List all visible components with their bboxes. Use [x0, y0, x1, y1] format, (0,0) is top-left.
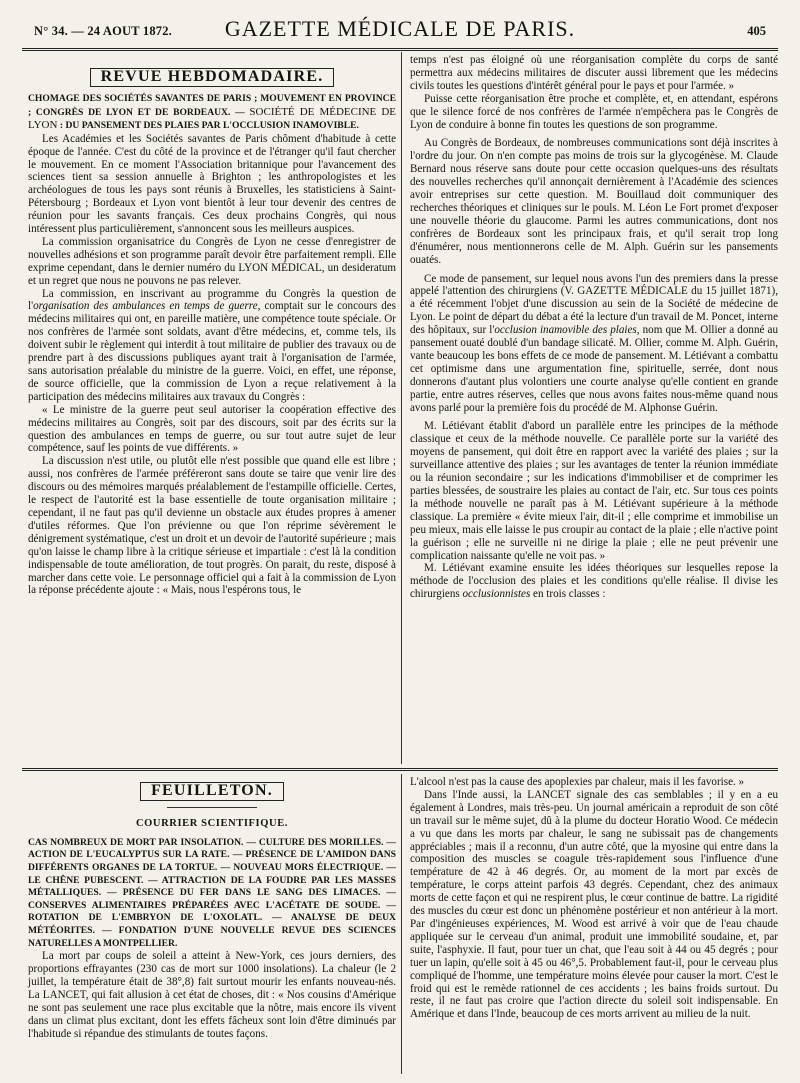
- feuilleton-heading: FEUILLETON.: [140, 782, 284, 801]
- page-number: 405: [747, 24, 766, 38]
- revue-summary: CHOMAGE DES SOCIÉTÉS SAVANTES DE PARIS ; MOUVEMENT EN PROVINCE ; CONGRÈS DE LYON ET DE BORDEAUX. — SOCIÉTÉ DE MÉDECINE DE LYON : DU PANSEMENT DES PLAIES PAR L'OCCLUSION INAMOVIBLE.: [28, 92, 397, 132]
- feuilleton-column-left: [28, 776, 396, 1041]
- revue-paragraph: Les Académies et les Sociétés savantes de Paris chôment d'habitude à cette époque de l'année. C'est du côté de la province et de l'étranger qu'il faut chercher le mouvement. En ce moment l'Association britannique pour l'avancement des sciences tient sa session annuelle à Brighton ; les anthropologistes et les archéologues de tous les pays sont réunis à Bruxelles, les statisticiens à Saint-Pétersbourg ; Bordeaux et Lyon vont bientôt à leur tour devenir des centres de réunion pour les savants français. Ces deux prochains Congrès, qui nous intéressent plus particulièrement, s'annoncent sous les meilleurs auspices.: [28, 132, 396, 236]
- revue-paragraph: M. Létiévant établit d'abord un parallèle entre les principes de la méthode classique et ceux de la méthode nouvelle. Ce parallèle porte sur la variété des moyens de pansement, qui doit être en rapport avec la variété des plaies ; sur la surveillance attentive des plaies ; sur les avantages de tenter la réunion immédiate ou la réunion secondaire ; sur les indications d'immobiliser et de comprimer les parties blessées, de soustraire les plaies au contact de l'air, etc. Sur tous ces points la méthode nouvelle ne paraît pas à M. Létiévant supérieure à la méthode classique. La première « évite mieux l'air, dit-il ; elle comprime et immobilise un peu mieux, mais elle laisse le pus croupir au contact de la plaie ; elle n'active point la guérison ; elle ne surveille ni ne dirige la plaie ; elle ne peut prévenir une complication naissante qu'elle ne voit pas. »: [410, 420, 778, 562]
- column-divider: [401, 774, 402, 1074]
- revue-paragraph: Au Congrès de Bordeaux, de nombreuses communications sont déjà inscrites à l'ordre du jour. On n'en compte pas moins de trois sur la glycogénèse. M. Claude Bernard nous réserve sans doute pour cette occasion quelques-uns des résultats des nouvelles recherches qu'il annonçait dernièrement à l'Académie des sciences avoir entreprises sur cette question. M. Bouillaud doit communiquer des recherches théoriques et cliniques sur le pouls. M. Léon Le Fort promet d'exposer une nouvelle théorie du glaucome. Parmi les autres communications, dont nos confrères de Bordeaux sont les principaux frais, et qu'il serait trop long d'énumérer, nous mentionnerons celle de M. Alph. Guérin sur les pansements ouatés.: [410, 137, 778, 266]
- revue-paragraph: temps n'est pas éloigné où une réorganisation complète du corps de santé permettra aux médecins militaires de discuter aussi librement que les médecins civils toutes les questions d'intérêt général pour le pays et pour l'armée. »: [410, 54, 778, 92]
- revue-column-left: [28, 54, 396, 597]
- newspaper-title: GAZETTE MÉDICALE DE PARIS.: [224, 16, 576, 41]
- feuilleton-summary: CAS NOMBREUX DE MORT PAR INSOLATION. — CULTURE DES MORILLES. — ACTION DE L'EUCALYPTUS SUR LA RATE. — PRÉSENCE DE L'AMIDON DANS DIFFÉRENTS ORGANES DE LA TORTUE. — NOUVEAU MORS ÉLECTRIQUE. — LE CHÊNE PUBESCENT. — ATTRACTION DE LA FOUDRE PAR LES MASSES MÉTALLIQUES. — PRÉSENCE DU FER DANS LE SANG DES LIMACES. — CONSERVES ALIMENTAIRES PRÉPARÉES AVEC L'ACÉTATE DE SOUDE. — ROTATION DE L'EMBRYON DE L'OXOLATL. — ANALYSE DE DEUX MÉTÉORITES. — FONDATION D'UNE NOUVELLE REVUE DES SCIENCES NATURELLES A MONTPELLIER.: [28, 836, 396, 949]
- feuilleton-heading-box: [28, 782, 396, 801]
- masthead-rule: [22, 48, 778, 51]
- revue-paragraph: M. Létiévant examine ensuite les idées théoriques sur lesquelles repose la méthode de l'occlusion des plaies et les conditions qu'elle réalise. Il divise les chirurgiens occlusionnistes en trois classes :: [410, 562, 778, 601]
- feuilleton-paragraph: L'alcool n'est pas la cause des apoplexies par chaleur, mais il les favorise. »: [410, 776, 745, 788]
- revue-paragraph: Puisse cette réorganisation être proche et complète, et, en attendant, espérons que le silence forcé de nos confrères de l'armée n'empêchera pas le Congrès de Lyon de conduire à bonne fin toutes les questions de son programme.: [410, 92, 778, 131]
- feuilleton-paragraph: Dans l'Inde aussi, la LANCET signale des cas semblables ; il y en a eu également à Londres, mais très-peu. Un journal américain a reproduit de son côté un travail sur le même sujet, dû à la plume du docteur Horatio Wood. Ce médecin a vu que dans les morts par chaleur, le sang ne subissait pas de changements appréciables ; mais il a reconnu, d'un autre côté, que la myosine qui entre dans la composition des muscles se coagule très-rapidement sous l'influence d'une température de 42 à 46 degrés. Or, au moment de la mort par excès de température, le corps atteint parfois 43 degrés. Cependant, chez des animaux morts de cette façon et qui ne respirent plus, le cœur continue de battre. La rigidité des muscles du cœur est donc un phénomène postérieur et non antérieur à la mort. Par d'ingénieuses expériences, M. Wood est arrivé à voir que de l'eau chaude appliquée sur le cerveau d'un animal, produit une immobilité soudaine, et, par suite, l'asphyxie. Il faut, pour tuer un chat, que l'eau soit à 44 ou 45 degrés ; pour tuer un lapin, qu'elle soit à 45 ou 46°,5. Probablement faut-il, pour le cerveau plus compliqué de l'homme, une température moins élevée pour causer la mort. C'est le froid qui est le remède rationnel de ces accidents ; les bains froids surtout. Du reste, il ne faut pas croire que l'action directe du soleil soit indispensable. En Amérique et dans l'Inde, beaucoup de ces morts arrivent au milieu de la nuit.: [410, 788, 778, 1021]
- feuilleton-subheading: COURRIER SCIENTIFIQUE.: [135, 817, 289, 829]
- revue-heading-box: [28, 68, 396, 87]
- revue-heading: REVUE HEBDOMADAIRE.: [90, 68, 335, 87]
- revue-paragraph: La discussion n'est utile, ou plutôt elle n'est possible que quand elle est libre ; aussi, nos confrères de l'armée préféreront sans doute se taire que venir lire des discours ou des mémoires marqués préalablement de l'estampille officielle. Certes, le respect de l'autorité est la base essentielle de toute organisation militaire ; cependant, il ne faut pas qu'il devienne un obstacle aux études propres à amener d'utiles réformes. Que l'on prévienne ou que l'on réprime sévèrement le dénigrement systématique, c'est un droit et un devoir de l'autorité supérieure ; mais qu'on laisse le champ libre à la critique sérieuse et impartiale : c'est là la condition indispensable de toute amélioration, de tout progrès. On parait, du reste, disposé à marcher dans cette voie. Le personnage officiel qui a fait à la commission de Lyon la réponse précédente ajoute : « Mais, nous l'espérons tous, le: [28, 455, 396, 597]
- feuilleton-paragraph: La mort par coups de soleil a atteint à New-York, ces jours derniers, des proportions effrayantes (230 cas de mort sur 1000 insolations). La chaleur (le 2 juillet, la température était de 38°,8) fait surtout mourir les enfants nouveau-nés. La LANCET, qui fait allusion à cet état de choses, dit : « Nos cousins d'Amérique ne sont pas seulement une race plus excitable que la nôtre, mais encore ils vivent dans un climat plus excitant, dont les effets fâcheux sont loin d'être diminués par l'habitude si répandue des stimulants de toutes façons.: [28, 950, 396, 1040]
- divider: [167, 807, 257, 808]
- revue-paragraph: Ce mode de pansement, sur lequel nous avons l'un des premiers dans la presse appelé l'attention des chirurgiens (V. GAZETTE MÉDICALE du 15 juillet 1871), a été récemment l'objet d'une discussion au sein de la Société de médecine de Lyon. Le point de départ du débat a été la lecture d'un travail de M. Poncet, interne des hôpitaux, sur l'occlusion inamovible des plaies, nom que M. Ollier a donné au pansement ouaté doublé d'un bandage silicaté. M. Ollier, comme M. Alph. Guérin, vante beaucoup les bons effets de ce mode de pansement. M. Létiévant a combattu cet optimisme dans une argumentation fine, spirituelle, serrée, dont nous donnerons d'autant plus volontiers une courte analyse qu'elle contient en grande partie, entre autres réserves, celles que nous avons faites nous-même quand nous avons parlé pour la première fois du procédé de M. Alphonse Guérin.: [410, 272, 778, 414]
- column-divider: [401, 52, 402, 764]
- revue-paragraph: La commission, en inscrivant au programme du Congrès la question de l'organisation des ambulances en temps de guerre, comptait sur le concours des médecins militaires qui ont, en pareille matière, une compétence toute spéciale. Or nos confrères de l'armée sont soldats, avant d'être médecins, et, comme tels, ils doivent subir le règlement qui interdit à tout militaire de publier des travaux ou de prendre part à des discussions publiques ayant trait à l'organisation de l'armée, sans autorisation préalable du ministre de la guerre. Voici, en effet, une réponse, de source officielle, que la commission de Lyon a reçue relativement à la participation des médecins militaires aux travaux du Congrès :: [28, 287, 396, 403]
- revue-paragraph: La commission organisatrice du Congrès de Lyon ne cesse d'enregistrer de nouvelles adhésions et son programme paraît devoir être parfaitement rempli. Elle exprime cependant, dans le dernier numéro du LYON MÉDICAL, un desideratum et un regret que nous ne pouvons ne pas relever.: [28, 235, 396, 287]
- revue-quote: « Le ministre de la guerre peut seul autoriser la coopération effective des médecins militaires au Congrès, soit par des discours, soit par des écrits sur la question des ambulances en temps de guerre, ou sur tout autre sujet de leur compétence, sauf les points de vue différents. »: [28, 403, 396, 455]
- issue-number-date: N° 34. — 24 AOUT 1872.: [34, 24, 172, 38]
- feuilleton-column-right: [410, 776, 778, 1021]
- masthead: [22, 14, 778, 44]
- feuilleton-rule: [22, 768, 778, 771]
- revue-column-right: [410, 54, 778, 601]
